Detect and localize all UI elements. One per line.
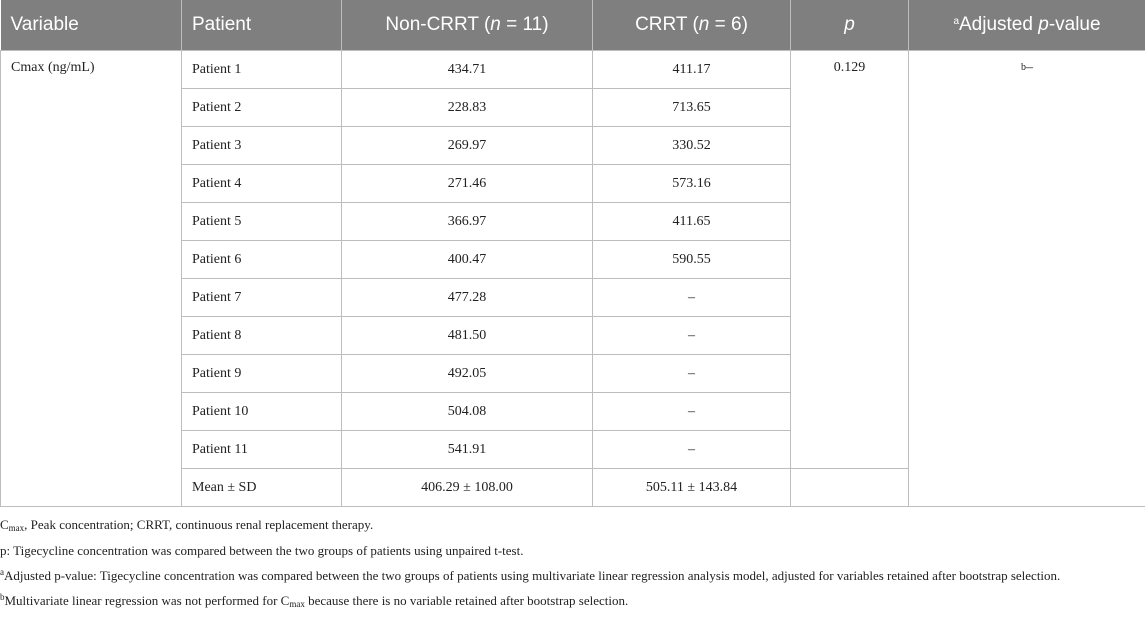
non-crrt-cell: 366.97 [342, 203, 593, 241]
patient-cell: Patient 6 [182, 241, 342, 279]
p-empty-cell [791, 469, 909, 507]
patient-cell: Patient 10 [182, 393, 342, 431]
header-variable: Variable [1, 0, 182, 51]
non-crrt-cell: 481.50 [342, 317, 593, 355]
non-crrt-cell: 492.05 [342, 355, 593, 393]
non-crrt-cell: 228.83 [342, 89, 593, 127]
crrt-cell: – [593, 279, 791, 317]
header-adjusted-p: $^a$Adjusted p-value [909, 0, 1145, 51]
header-crrt: CRRT (n = 6) [593, 0, 791, 51]
footnote-abbreviations: Cmax, Peak concentration; CRRT, continuous renal replacement therapy. [0, 517, 374, 533]
non-crrt-cell: 271.46 [342, 165, 593, 203]
variable-cell: Cmax (ng/mL) [1, 51, 182, 507]
patient-cell: Patient 4 [182, 165, 342, 203]
footnote-a: $^a$Adjusted p-value: Tigecycline concentration was compared between the two groups of patients using multivariate linear regression analysis model, adjusted for variables retained after bootstrap selection. [0, 567, 1061, 583]
patient-cell: Patient 8 [182, 317, 342, 355]
header-non-crrt: Non-CRRT (n = 11) [342, 0, 593, 51]
header-patient: Patient [182, 0, 342, 51]
footnote-p: p: Tigecycline concentration was compared between the two groups of patients using unpaired t-test. [0, 543, 524, 558]
non-crrt-cell: 541.91 [342, 431, 593, 469]
patient-cell: Patient 11 [182, 431, 342, 469]
crrt-mean-cell: 505.11 ± 143.84 [593, 469, 791, 507]
patient-cell: Patient 3 [182, 127, 342, 165]
crrt-cell: 713.65 [593, 89, 791, 127]
patient-cell: Patient 9 [182, 355, 342, 393]
crrt-cell: – [593, 355, 791, 393]
crrt-cell: 411.17 [593, 51, 791, 89]
crrt-cell: 330.52 [593, 127, 791, 165]
patient-cell: Patient 1 [182, 51, 342, 89]
crrt-cell: 573.16 [593, 165, 791, 203]
crrt-cell: – [593, 317, 791, 355]
non-crrt-cell: 504.08 [342, 393, 593, 431]
header-row [1, 0, 1145, 51]
non-crrt-cell: 400.47 [342, 241, 593, 279]
header-p: p [791, 0, 909, 51]
crrt-cell: – [593, 393, 791, 431]
patient-cell: Patient 2 [182, 89, 342, 127]
patient-cell: Patient 7 [182, 279, 342, 317]
p-value-cell: 0.129 [791, 51, 909, 469]
non-crrt-cell: 477.28 [342, 279, 593, 317]
non-crrt-cell: 269.97 [342, 127, 593, 165]
crrt-cell: 411.65 [593, 203, 791, 241]
crrt-cell: 590.55 [593, 241, 791, 279]
non-crrt-mean-cell: 406.29 ± 108.00 [342, 469, 593, 507]
adjusted-p-cell: $^b$– [909, 51, 1145, 507]
table-row [1, 51, 1145, 89]
crrt-cell: – [593, 431, 791, 469]
footnote-b: $^b$Multivariate linear regression was not performed for Cmax because there is no variable retained after bootstrap selection. [0, 592, 629, 609]
footnotes [0, 515, 1140, 617]
non-crrt-cell: 434.71 [342, 51, 593, 89]
summary-label-cell: Mean ± SD [182, 469, 342, 507]
patient-cell: Patient 5 [182, 203, 342, 241]
